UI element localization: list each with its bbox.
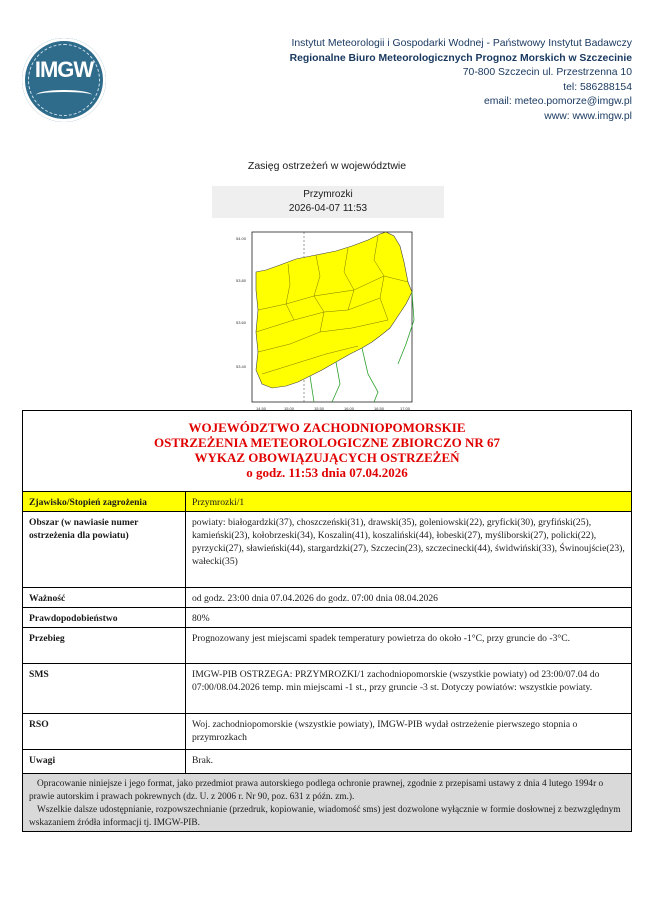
map-caption: Zasięg ostrzeżeń w województwie <box>247 160 407 172</box>
bulletin-title-list: WYKAZ OBOWIĄZUJĄCYCH OSTRZEŻEŃ <box>194 450 460 465</box>
table-row <box>23 713 631 750</box>
row-value: Przymrozki/1 <box>185 492 631 512</box>
row-value: 80% <box>185 608 631 628</box>
row-value: od godz. 23:00 dnia 07.04.2026 do godz. 07:00 dnia 08.04.2026 <box>185 588 631 608</box>
lon-label: 16.50 <box>374 406 385 411</box>
institute-name: Instytut Meteorologii i Gospodarki Wodnej - Państwowy Instytut Badawczy <box>291 38 632 49</box>
bulletin-title-region: WOJEWÓDZTWO ZACHODNIOPOMORSKIE <box>188 420 466 435</box>
row-label: SMS <box>29 669 49 680</box>
institute-header <box>290 37 632 124</box>
bulletin-title-time: o godz. 11:53 dnia 07.04.2026 <box>246 465 408 480</box>
row-label: RSO <box>29 719 49 730</box>
logo-wave-icon <box>36 90 92 100</box>
lat-label: 53.80 <box>236 278 247 283</box>
bulletin-title <box>23 411 631 491</box>
phone: tel: 586288154 <box>563 81 632 93</box>
copyright-footer <box>23 773 631 831</box>
map-datetime: 2026-04-07 11:53 <box>288 203 368 214</box>
bureau-name: Regionalne Biuro Meteorologicznych Prognoz Morskich w Szczecinie <box>289 52 632 64</box>
table-row <box>23 607 631 628</box>
table-row <box>23 491 631 512</box>
lon-label: 15.00 <box>284 406 295 411</box>
row-label: Zjawisko/Stopień zagrożenia <box>29 497 147 508</box>
lat-label: 54.00 <box>236 236 247 241</box>
row-label: Ważność <box>29 593 66 604</box>
lon-label: 15.50 <box>314 406 325 411</box>
row-label: Prawdopodobieństwo <box>29 613 118 624</box>
lon-label: 16.00 <box>344 406 355 411</box>
map-warning-type: Przymrozki <box>303 189 353 200</box>
row-label: Przebieg <box>29 633 65 644</box>
map-info-box <box>212 186 444 218</box>
row-value: Woj. zachodniopomorskie (wszystkie powiaty), IMGW-PIB wydał ostrzeżenie pierwszego stopnia o przymrozkach <box>185 714 631 750</box>
table-row <box>23 749 631 774</box>
lon-label: 17.00 <box>400 406 411 411</box>
row-value: Brak. <box>185 750 631 774</box>
table-row <box>23 587 631 608</box>
row-value: powiaty: białogardzki(37), choszczeński(31), drawski(35), goleniowski(22), gryficki(30), gryfiński(25), kamieński(23), kołobrzeski(34), Koszalin(41), koszaliński(44), łobeski(27), myśliborski(27), policki(22), pyrzycki(27), sławieński(44), stargardzki(27), Szczecin(23), szczecinecki(44), świdwiński(33), Świnoujście(23), wałecki(35) <box>185 512 631 588</box>
table-row <box>23 663 631 714</box>
copyright-text: Opracowanie niniejsze i jego format, jako przedmiot prawa autorskiego podlega ochronie prawnej, zgodnie z przepisami ustawy z dnia 4 lutego 1994r o prawie autorskim i prawach pokrewnych (dz. U. z 2006 r. Nr 90, poz. 631 z późn. zm.). <box>29 779 604 802</box>
bulletin-title-number: OSTRZEŻENIA METEOROLOGICZNE ZBIORCZO NR 67 <box>153 435 501 450</box>
website[interactable]: www: www.imgw.pl <box>544 110 632 122</box>
redistribution-text: Wszelkie dalsze udostępnianie, rozpowszechnianie (przedruk, kopiowanie, wiadomość sms) jest dozwolone wyłącznie w formie dosłownej z bezwzględnym wskazaniem źródła informacji tj. IMGW-PIB. <box>29 805 621 828</box>
logo-text: IMGW <box>34 57 94 82</box>
address: 70-800 Szczecin ul. Przestrzenna 10 <box>462 67 632 78</box>
table-row <box>23 627 631 664</box>
lat-label: 53.60 <box>236 320 247 325</box>
email[interactable]: email: meteo.pomorze@imgw.pl <box>484 96 632 107</box>
row-value: Prognozowany jest miejscami spadek temperatury powietrza do około -1°C, przy gruncie do -3°C. <box>185 628 631 664</box>
lon-label: 14.50 <box>256 406 267 411</box>
imgw-logo <box>22 38 106 122</box>
warning-bulletin <box>22 410 632 832</box>
row-value: IMGW-PIB OSTRZEGA: PRZYMROZKI/1 zachodniopomorskie (wszystkie powiaty) od 23:00/07.04 do 07:00/08.04.2026 temp. min miejscami -1 st., przy gruncie -3 st. Dotyczy powiatów: wszystkie powiaty. <box>185 664 631 714</box>
row-label: Obszar (w nawiasie numer ostrzeżenia dla powiatu) <box>29 517 139 541</box>
row-label: Uwagi <box>29 755 56 766</box>
lat-label: 53.40 <box>236 364 247 369</box>
warning-map <box>228 224 418 412</box>
table-row <box>23 511 631 588</box>
